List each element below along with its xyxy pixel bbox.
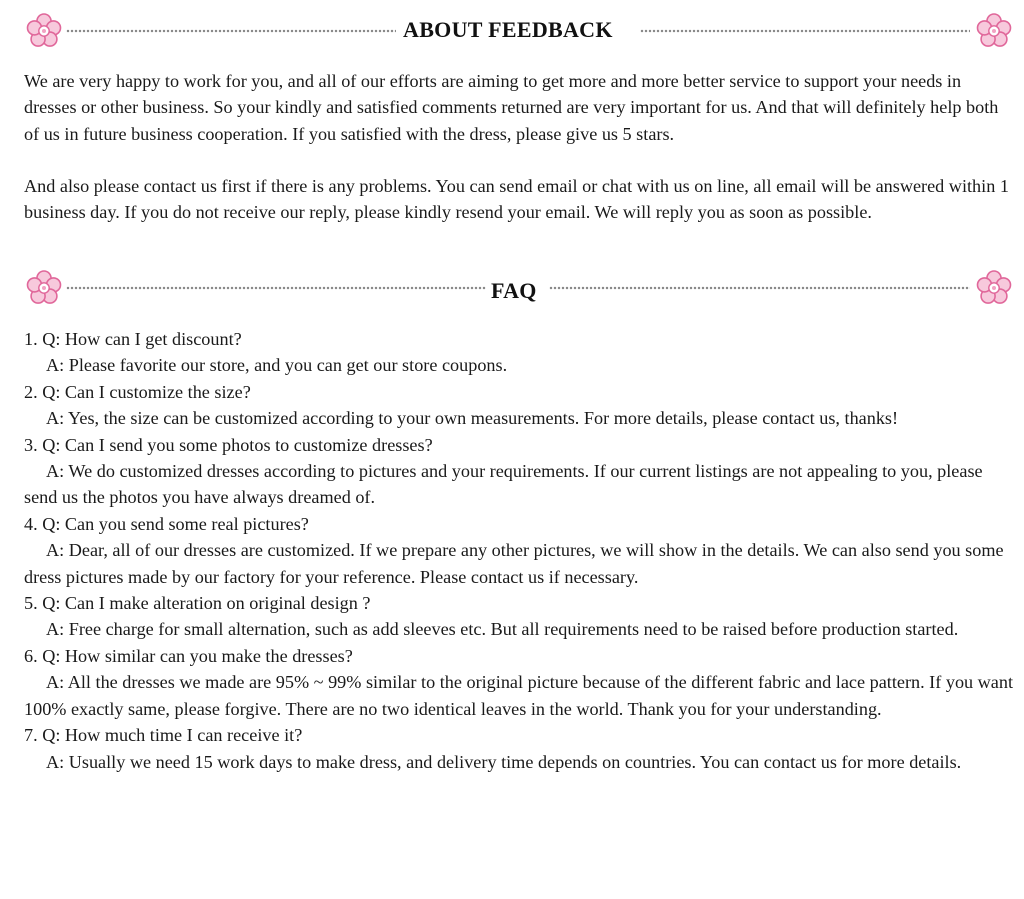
- faq-question: 3. Q: Can I send you some photos to customize dresses?: [24, 434, 433, 455]
- faq-answer: A: We do customized dresses according to pictures and your requirements. If our current listings are not appealing to you, please send us the photos you have always dreamed of.: [24, 461, 983, 508]
- faq-item: [24, 643, 1014, 722]
- flower-icon: [972, 9, 1016, 53]
- faq-question: 4. Q: Can you send some real pictures?: [24, 513, 309, 534]
- faq-answer: A: Yes, the size can be customized according to your own measurements. For more details, please contact us, thanks!: [46, 408, 899, 429]
- faq-list: [24, 326, 1014, 775]
- faq-question: 7. Q: How much time I can receive it?: [24, 725, 303, 746]
- faq-question: 1. Q: How can I get discount?: [24, 329, 242, 349]
- faq-question: 5. Q: Can I make alteration on original design ?: [24, 593, 371, 614]
- faq-answer: A: Free charge for small alternation, such as add sleeves etc. But all requirements need to be raised before production started.: [46, 619, 959, 640]
- flower-icon: [972, 266, 1016, 310]
- faq-question: 2. Q: Can I customize the size?: [24, 381, 251, 402]
- faq-item: [24, 379, 1014, 432]
- faq-header: [0, 266, 1024, 310]
- faq-item: [24, 326, 1014, 379]
- faq-question: 6. Q: How similar can you make the dresses?: [24, 645, 353, 666]
- about-feedback-title: ABOUT FEEDBACK: [403, 17, 613, 42]
- faq-item: [24, 432, 1014, 511]
- dotted-divider-right: [640, 29, 970, 33]
- faq-title: FAQ: [491, 278, 537, 303]
- dotted-divider-left: [66, 286, 486, 290]
- about-feedback-header: [0, 9, 1024, 53]
- faq-answer: A: Usually we need 15 work days to make dress, and delivery time depends on countries. You can contact us for more details.: [46, 751, 962, 772]
- faq-answer: A: Please favorite our store, and you can get our store coupons.: [46, 355, 508, 376]
- faq-item: [24, 511, 1014, 590]
- flower-icon: [22, 9, 66, 53]
- faq-item: [24, 590, 1014, 643]
- faq-item: [24, 722, 1014, 775]
- about-paragraph-2: And also please contact us first if there is any problems. You can send email or chat with us on line, all email will be answered within 1 business day. If you do not receive our reply, please kindly resend your email. We will reply you as soon as possible.: [24, 176, 1009, 223]
- flower-icon: [22, 266, 66, 310]
- dotted-divider-right: [549, 286, 970, 290]
- about-paragraph-1: We are very happy to work for you, and all of our efforts are aiming to get more and more better service to support your needs in dresses or other business. So your kindly and satisfied comments returned are very important for us. And that will definitely help both of us in future business cooperation. If you satisfied with the dress, please give us 5 stars.: [24, 71, 999, 144]
- dotted-divider-left: [66, 29, 396, 33]
- faq-answer: A: Dear, all of our dresses are customized. If we prepare any other pictures, we will show in the details. We can also send you some dress pictures made by our factory for your reference. Please contact us if necessary.: [24, 540, 1004, 587]
- faq-answer: A: All the dresses we made are 95% ~ 99% similar to the original picture because of the different fabric and lace pattern. If you want 100% exactly same, please forgive. There are no two identical leaves in the world. Thank you for your understanding.: [24, 672, 1014, 719]
